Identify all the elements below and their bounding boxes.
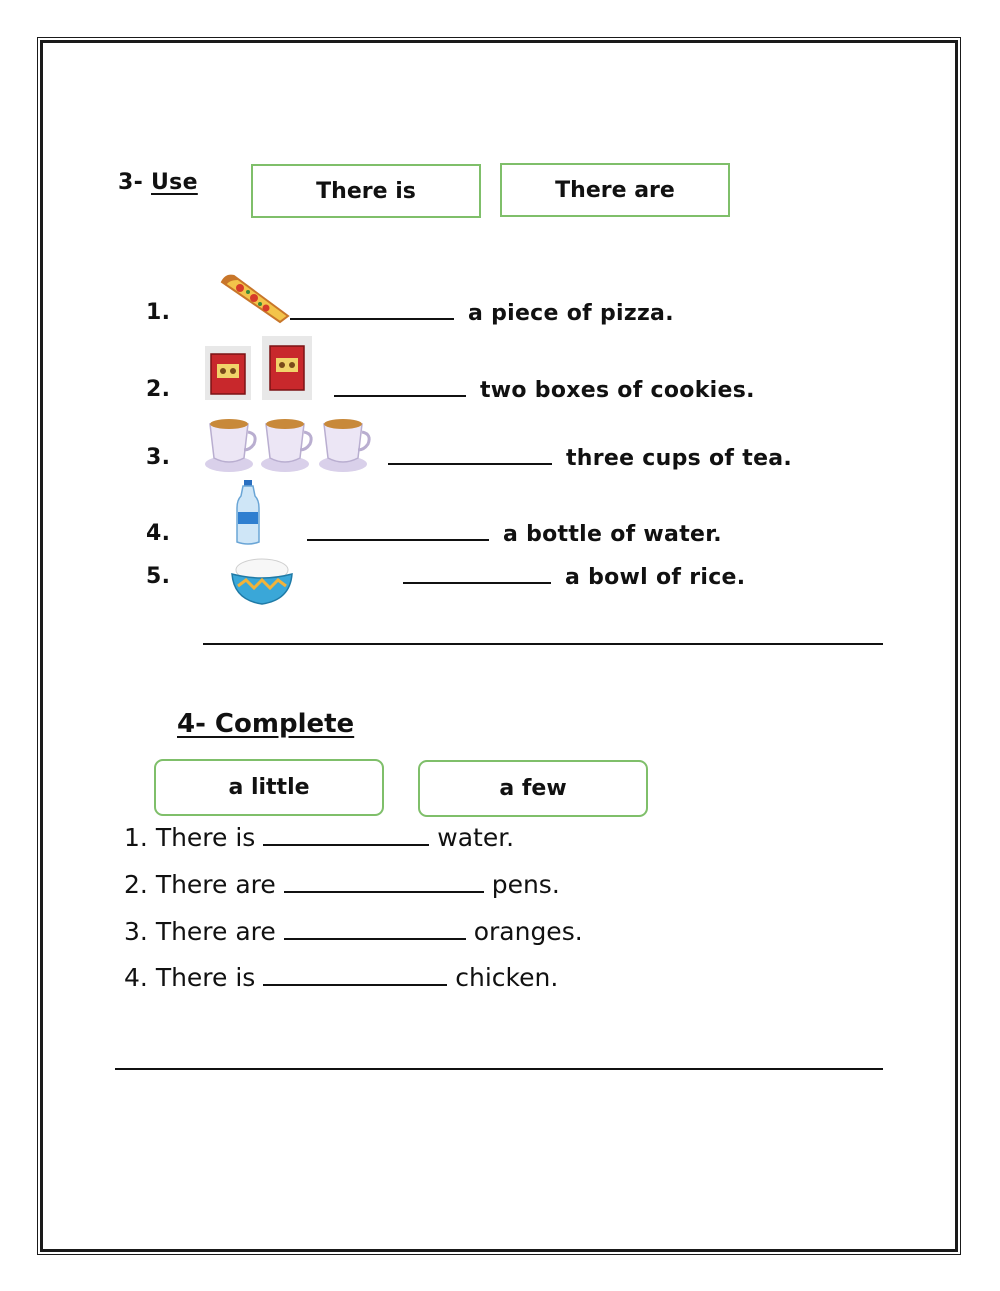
section4-title: 4- Complete bbox=[177, 709, 355, 739]
option-there-are: There are bbox=[500, 163, 730, 217]
item4-3-number: 3. bbox=[124, 917, 148, 946]
answer-blank[interactable] bbox=[284, 920, 466, 940]
item4-3-line bbox=[124, 917, 583, 946]
item3-1-line bbox=[290, 300, 674, 326]
cookie-box-icon bbox=[205, 346, 251, 400]
item4-2-end: pens. bbox=[491, 870, 560, 899]
item4-2-start: There are bbox=[155, 870, 276, 899]
page-frame bbox=[40, 40, 958, 1252]
section3-number: 3- bbox=[118, 170, 144, 195]
rice-bowl-icon bbox=[230, 556, 294, 608]
item4-1-end: water. bbox=[437, 823, 515, 852]
item3-2-number: 2. bbox=[146, 377, 171, 402]
cookie-box-icon bbox=[262, 336, 312, 400]
item3-3-text: three cups of tea. bbox=[565, 446, 793, 471]
answer-blank[interactable] bbox=[290, 300, 454, 320]
answer-blank[interactable] bbox=[307, 521, 489, 541]
item4-3-start: There are bbox=[155, 917, 276, 946]
item4-3-end: oranges. bbox=[473, 917, 583, 946]
tea-cup-icon bbox=[204, 412, 374, 474]
item4-4-number: 4. bbox=[124, 963, 148, 992]
answer-blank[interactable] bbox=[334, 377, 466, 397]
item3-2-text: two boxes of cookies. bbox=[479, 378, 755, 403]
item4-4-line bbox=[124, 963, 558, 992]
item3-3-line bbox=[388, 445, 792, 471]
section-divider bbox=[203, 643, 883, 645]
answer-blank[interactable] bbox=[403, 564, 551, 584]
item4-1-start: There is bbox=[155, 823, 256, 852]
item3-5-line bbox=[403, 564, 745, 590]
item4-1-line bbox=[124, 823, 514, 852]
option-a-few: a few bbox=[418, 760, 648, 817]
item4-1-number: 1. bbox=[124, 823, 148, 852]
item3-4-text: a bottle of water. bbox=[502, 522, 722, 547]
item4-4-end: chicken. bbox=[455, 963, 559, 992]
item3-4-number: 4. bbox=[146, 521, 171, 546]
item3-1-text: a piece of pizza. bbox=[467, 301, 674, 326]
pizza-slice-icon bbox=[218, 272, 290, 324]
item4-4-start: There is bbox=[155, 963, 256, 992]
bottom-divider bbox=[115, 1068, 883, 1070]
option-a-little: a little bbox=[154, 759, 384, 816]
answer-blank[interactable] bbox=[263, 826, 429, 846]
section3-title bbox=[118, 170, 198, 195]
item3-4-line bbox=[307, 521, 722, 547]
item3-5-number: 5. bbox=[146, 564, 171, 589]
item4-2-line bbox=[124, 870, 560, 899]
water-bottle-icon bbox=[235, 480, 261, 546]
option-there-is: There is bbox=[251, 164, 481, 218]
item3-5-text: a bowl of rice. bbox=[564, 565, 746, 590]
answer-blank[interactable] bbox=[263, 966, 447, 986]
answer-blank[interactable] bbox=[284, 873, 484, 893]
item3-2-line bbox=[334, 377, 755, 403]
answer-blank[interactable] bbox=[388, 445, 552, 465]
item3-3-number: 3. bbox=[146, 445, 171, 470]
item4-2-number: 2. bbox=[124, 870, 148, 899]
section3-instruction: Use bbox=[151, 170, 198, 195]
item3-1-number: 1. bbox=[146, 300, 171, 325]
